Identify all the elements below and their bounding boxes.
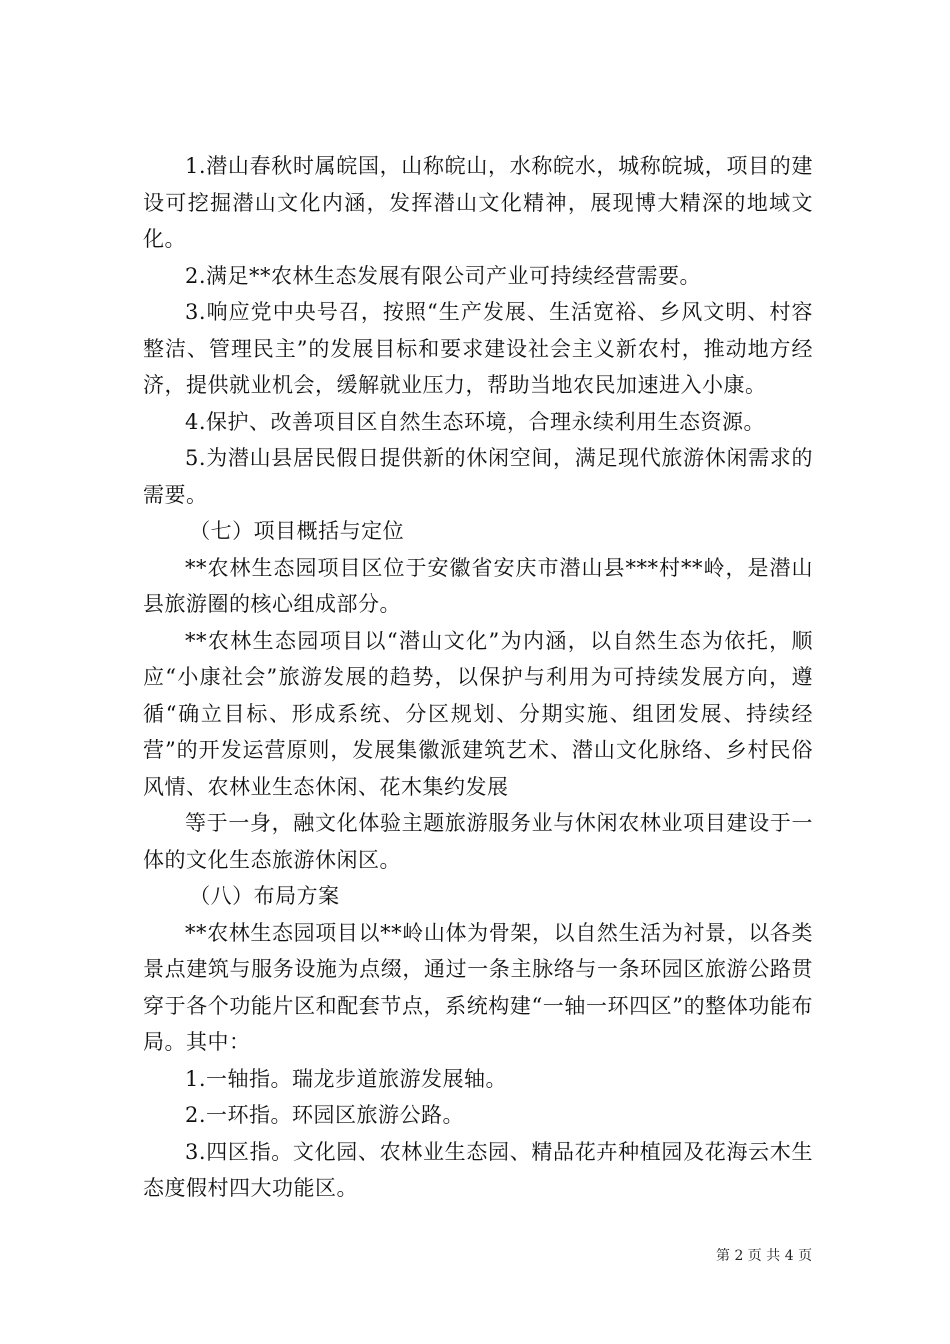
paragraph-1: 1.潜山春秋时属皖国，山称皖山，水称皖水，城称皖城，项目的建设可挖掘潜山文化内涵，发挥潜山文化精神，展现博大精深的地域文化。 <box>143 154 813 251</box>
paragraph-10: 1.一轴指。瑞龙步道旅游发展轴。 <box>185 1066 508 1091</box>
document-body <box>143 148 813 1207</box>
page-number-footer: 第 2 页 共 4 页 <box>716 1248 813 1264</box>
paragraph-9: **农林生态园项目以**岭山体为骨架，以自然生活为衬景，以各类景点建筑与服务设施为点缀，通过一条主脉络与一条环园区旅游公路贯穿于各个功能片区和配套节点，系统构建“一轴一环四区”的整体功能布局。其中： <box>143 920 813 1054</box>
paragraph-5: 5.为潜山县居民假日提供新的休闲空间，满足现代旅游休闲需求的需要。 <box>143 446 813 507</box>
paragraph-2: 2.满足**农林生态发展有限公司产业可持续经营需要。 <box>185 263 702 288</box>
paragraph-4: 4.保护、改善项目区自然生态环境，合理永续利用生态资源。 <box>185 409 766 434</box>
paragraph-11: 2.一环指。环园区旅游公路。 <box>185 1103 465 1127</box>
paragraph-12: 3.四区指。文化园、农林业生态园、精品花卉种植园及花海云木生态度假村四大功能区。 <box>143 1139 813 1200</box>
paragraph-3: 3.响应党中央号召，按照“生产发展、生活宽裕、乡风文明、村容整洁、管理民主”的发展目标和要求建设社会主义新农村，推动地方经济，提供就业机会，缓解就业压力，帮助当地农民加速进入小康。 <box>143 300 813 397</box>
section-heading-7: （七）项目概括与定位 <box>189 519 405 543</box>
paragraph-6: **农林生态园项目区位于安徽省安庆市潜山县***村**岭，是潜山县旅游圈的核心组成部分。 <box>143 555 813 616</box>
section-heading-8: （八）布局方案 <box>189 884 340 908</box>
paragraph-7: **农林生态园项目以“潜山文化”为内涵，以自然生态为依托，顺应“小康社会”旅游发展的趋势，以保护与利用为可持续发展方向，遵循“确立目标、形成系统、分区规划、分期实施、组团发展、持续经营”的开发运营原则，发展集徽派建筑艺术、潜山文化脉络、乡村民俗风情、农林业生态休闲、花木集约发展 <box>143 628 813 799</box>
paragraph-8: 等于一身，融文化体验主题旅游服务业与休闲农林业项目建设于一体的文化生态旅游休闲区。 <box>143 811 813 872</box>
